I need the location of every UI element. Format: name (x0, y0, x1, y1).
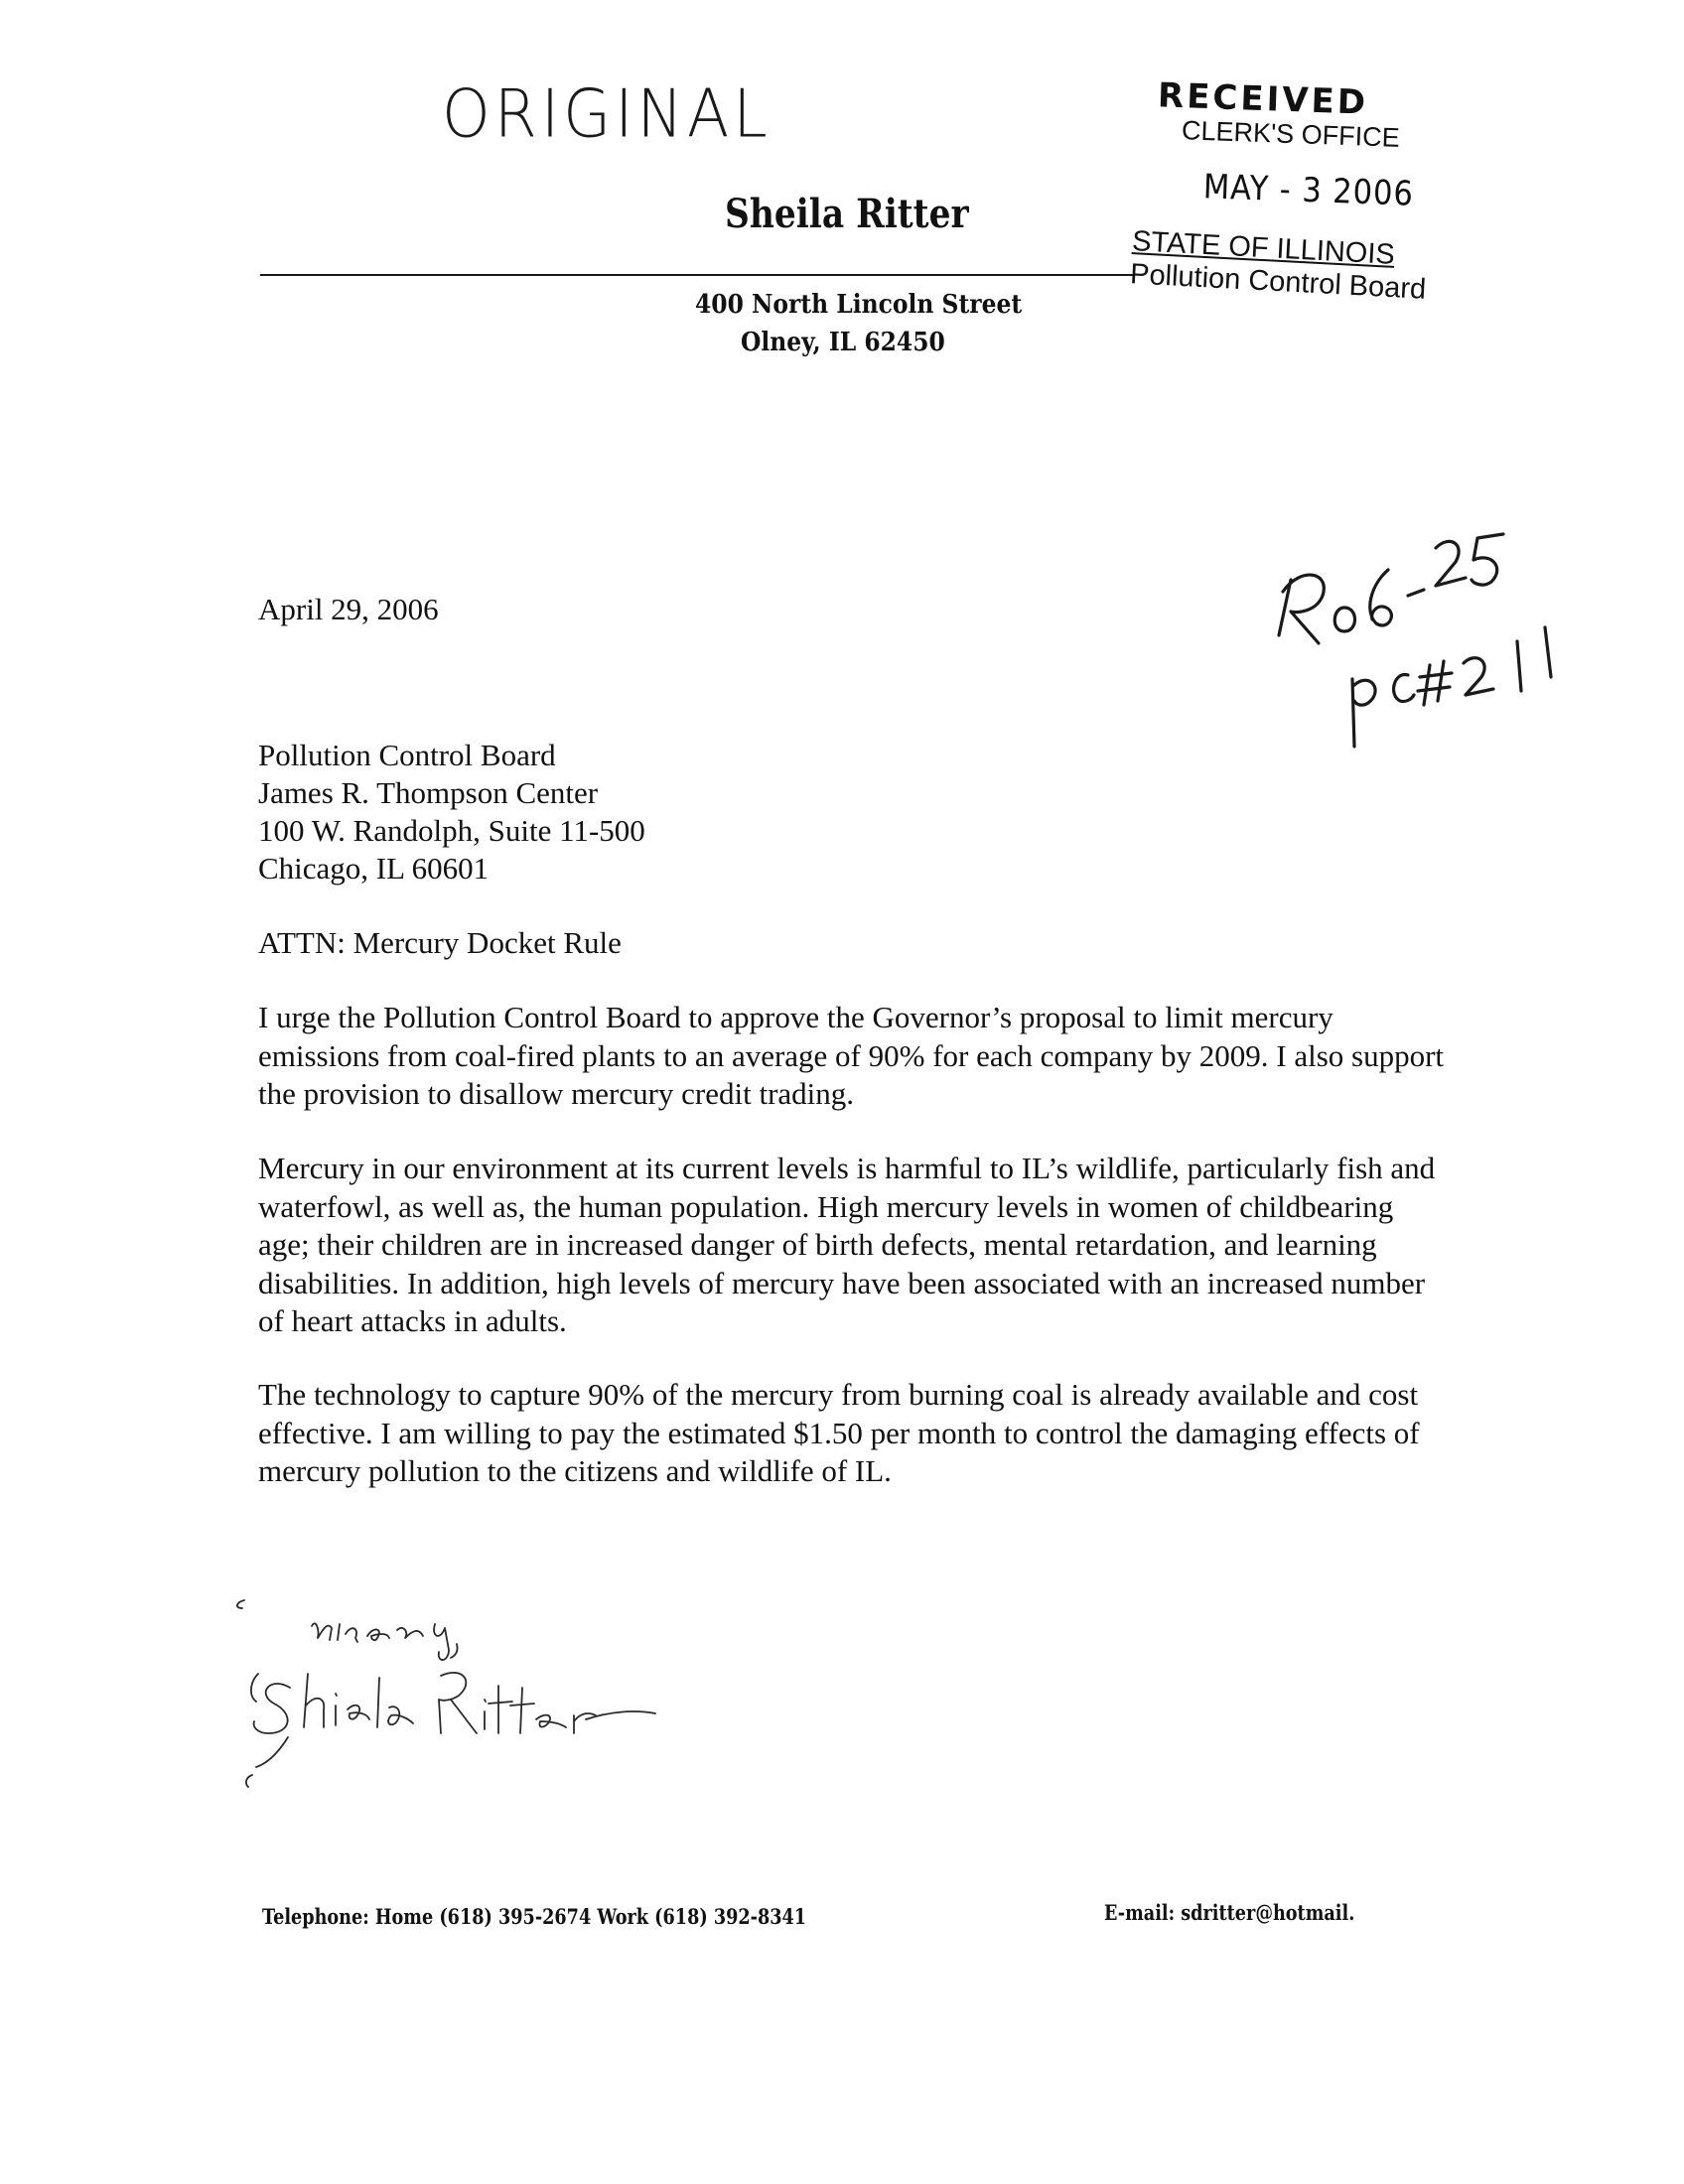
original-stamp: ORIGINAL (442, 74, 772, 153)
letter-date: April 29, 2006 (258, 592, 439, 626)
recipient-line: James R. Thompson Center (258, 775, 599, 810)
received-stamp-title: RECEIVED (1157, 75, 1369, 123)
footer-email: E-mail: sdritter@hotmail. (1104, 1900, 1355, 1925)
attention-line: ATTN: Mercury Docket Rule (258, 925, 622, 960)
received-stamp-state: STATE OF ILLINOIS (1131, 225, 1396, 271)
sender-name: Sheila Ritter (725, 191, 969, 237)
header-rule (260, 274, 1134, 276)
recipient-line: 100 W. Randolph, Suite 11-500 (258, 813, 645, 848)
sender-street: 400 North Lincoln Street (695, 290, 1023, 320)
handwritten-signature (228, 1578, 665, 1807)
received-stamp-clerk: CLERK'S OFFICE (1181, 115, 1401, 153)
recipient-line: Chicago, IL 60601 (258, 851, 490, 886)
body-paragraph: Mercury in our environment at its current levels is harmful to IL’s wildlife, particularly fish and waterfowl, as well as, the human population. High mercury levels in women of childbearing age; their children are in increased danger of birth defects, mental retardation, and learning disabilities. In addition, high levels of mercury have been associated with an increased number of heart attacks in adults. (258, 1151, 1436, 1338)
body-paragraph: The technology to capture 90% of the mercury from burning coal is already available and cost effective. I am willing to pay the estimated $1.50 per month to control the damaging effects of mercury pollution to the citizens and wildlife of IL. (258, 1377, 1420, 1488)
recipient-line: Pollution Control Board (258, 738, 556, 772)
recipient-address (258, 737, 645, 887)
footer-telephone: Telephone: Home (618) 395-2674 Work (618) 392-8341 (262, 1904, 807, 1929)
body-paragraph: I urge the Pollution Control Board to approve the Governor’s proposal to limit mercury emissions from coal-fired plants to an average of 90% for each company by 2009. I also support the provision to disallow mercury credit trading. (258, 1000, 1445, 1111)
received-stamp-board: Pollution Control Board (1129, 258, 1427, 306)
sender-city: Olney, IL 62450 (741, 328, 945, 357)
received-stamp-date: MAY - 3 2006 (1202, 167, 1415, 214)
handwritten-docket-note (1261, 516, 1579, 774)
